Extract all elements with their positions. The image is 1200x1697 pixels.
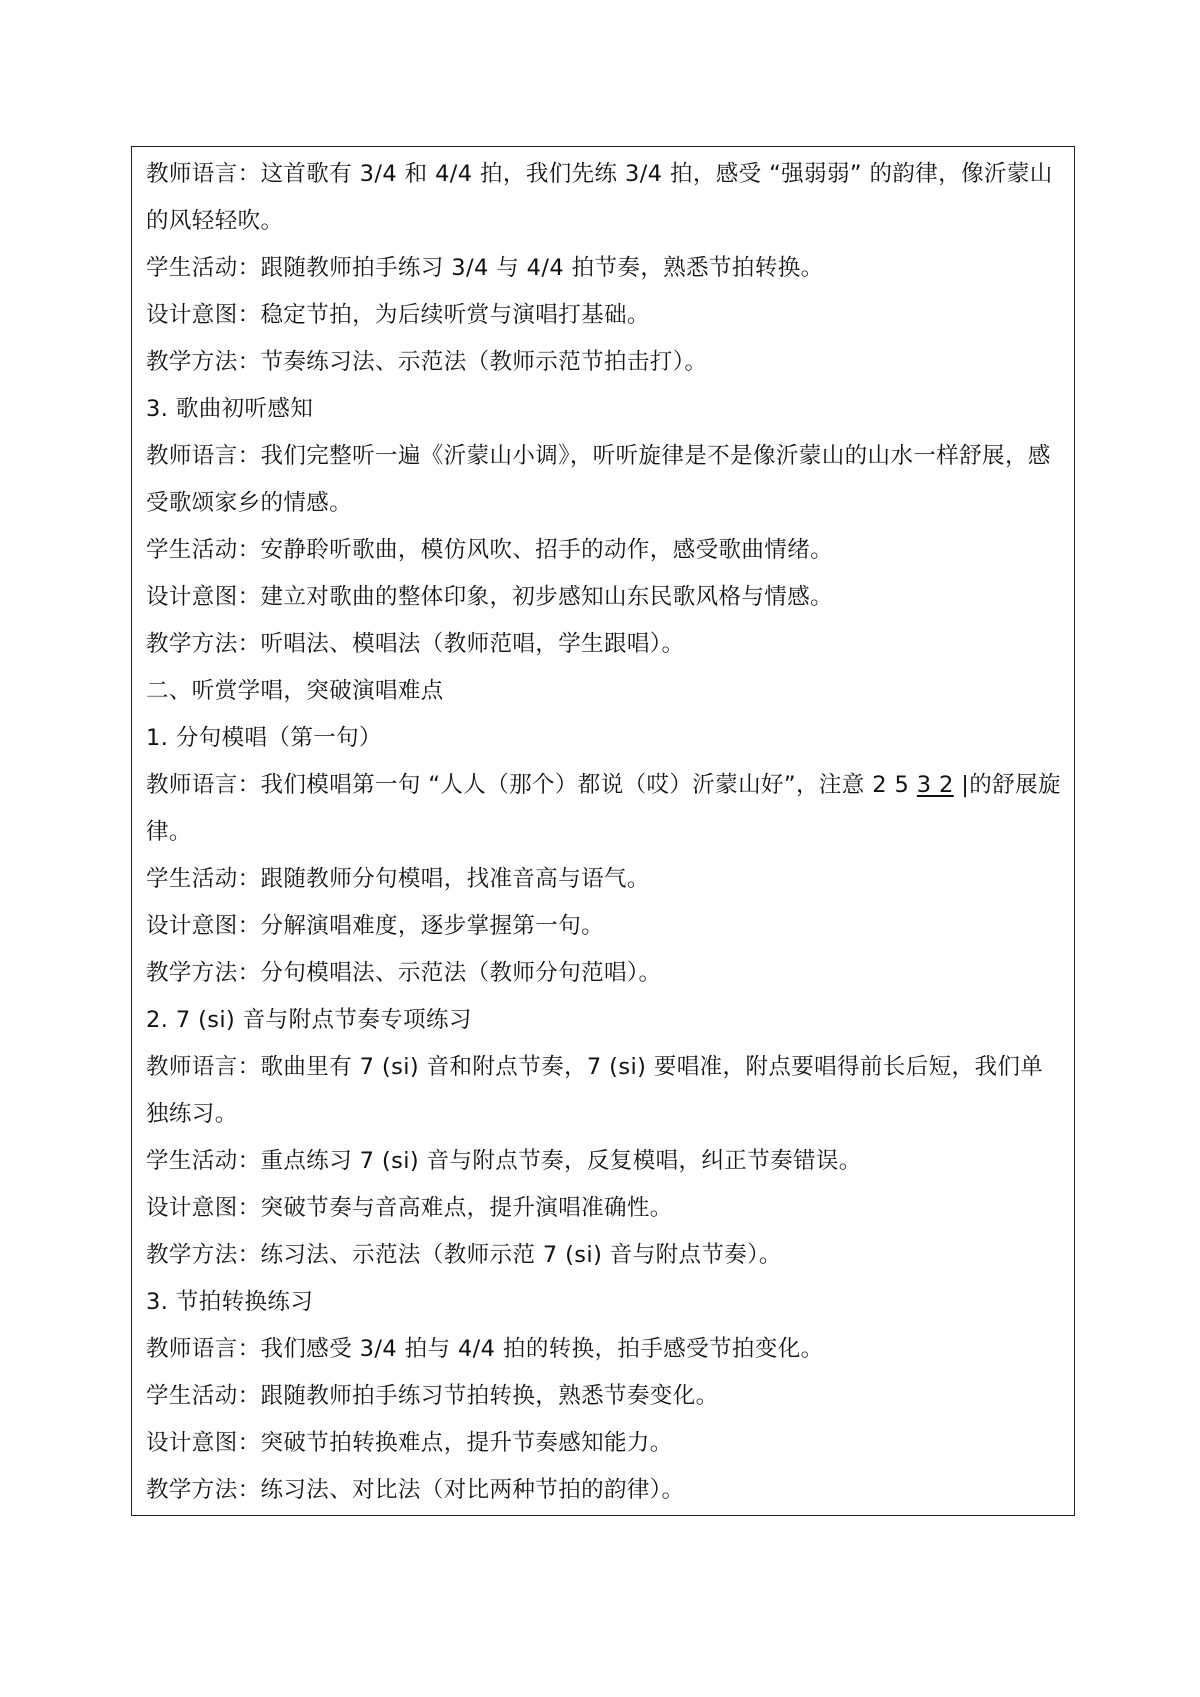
melody-text-before: 教师语言：我们模唱第一句 “人人（那个）都说（哎）沂蒙山好”，注意 2 5 [146, 772, 917, 798]
paragraph-teacher-language: 教师语言：我们完整听一遍《沂蒙山小调》，听听旋律是不是像沂蒙山的山水一样舒展，感受歌颂家乡的情感。 [146, 443, 1051, 516]
part-heading: 二、听赏学唱，突破演唱难点 [146, 678, 444, 704]
lesson-plan-content [146, 151, 1064, 1514]
paragraph-student-activity: 学生活动：安静聆听歌曲，模仿风吹、招手的动作，感受歌曲情绪。 [146, 537, 834, 563]
paragraph-teaching-method: 教学方法：练习法、示范法（教师示范 7 (si) 音与附点节奏）。 [146, 1242, 782, 1268]
melody-text-after: |的舒展旋律。 [146, 772, 1061, 845]
paragraph-student-activity: 学生活动：跟随教师分句模唱，找准音高与语气。 [146, 866, 650, 892]
paragraph-teacher-language: 教师语言：我们感受 3/4 拍与 4/4 拍的转换，拍手感受节拍变化。 [146, 1336, 824, 1362]
paragraph-teacher-language: 教师语言：这首歌有 3/4 和 4/4 拍，我们先练 3/4 拍，感受 “强弱弱” 的韵律，像沂蒙山的风轻轻吹。 [146, 161, 1053, 234]
section-heading: 3. 歌曲初听感知 [146, 396, 314, 422]
paragraph-design-intent: 设计意图：分解演唱难度，逐步掌握第一句。 [146, 913, 605, 939]
lesson-plan-table-cell [131, 146, 1075, 1516]
melody-underlined-notes: 3 2 [916, 772, 954, 798]
paragraph-teacher-language-melody [146, 762, 1064, 856]
paragraph-teaching-method: 教学方法：练习法、对比法（对比两种节拍的韵律）。 [146, 1477, 685, 1503]
paragraph-design-intent: 设计意图：稳定节拍，为后续听赏与演唱打基础。 [146, 302, 650, 328]
section-heading: 3. 节拍转换练习 [146, 1289, 314, 1315]
paragraph-student-activity: 学生活动：重点练习 7 (si) 音与附点节奏，反复模唱，纠正节奏错误。 [146, 1148, 862, 1174]
section-heading: 1. 分句模唱（第一句） [146, 725, 382, 751]
paragraph-student-activity: 学生活动：跟随教师拍手练习节拍转换，熟悉节奏变化。 [146, 1383, 719, 1409]
paragraph-teacher-language: 教师语言：歌曲里有 7 (si) 音和附点节奏，7 (si) 要唱准，附点要唱得前长后短，我们单独练习。 [146, 1054, 1044, 1127]
paragraph-teaching-method: 教学方法：分句模唱法、示范法（教师分句范唱）。 [146, 960, 662, 986]
paragraph-design-intent: 设计意图：建立对歌曲的整体印象，初步感知山东民歌风格与情感。 [146, 584, 834, 610]
paragraph-student-activity: 学生活动：跟随教师拍手练习 3/4 与 4/4 拍节奏，熟悉节拍转换。 [146, 255, 824, 281]
paragraph-design-intent: 设计意图：突破节拍转换难点，提升节奏感知能力。 [146, 1430, 673, 1456]
paragraph-teaching-method: 教学方法：节奏练习法、示范法（教师示范节拍击打）。 [146, 349, 708, 375]
paragraph-teaching-method: 教学方法：听唱法、模唱法（教师范唱，学生跟唱）。 [146, 631, 685, 657]
paragraph-design-intent: 设计意图：突破节奏与音高难点，提升演唱准确性。 [146, 1195, 673, 1221]
section-heading: 2. 7 (si) 音与附点节奏专项练习 [146, 1007, 472, 1033]
